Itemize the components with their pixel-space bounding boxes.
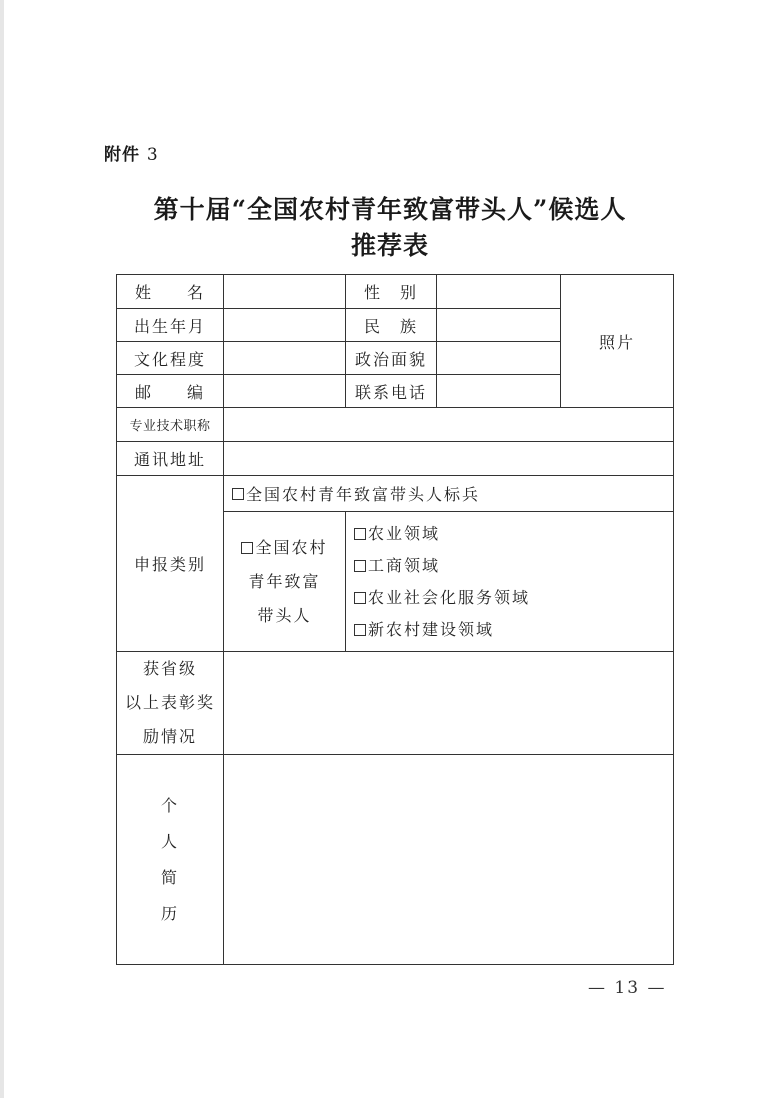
education-label: 文化程度 xyxy=(117,342,224,375)
birth-label: 出生年月 xyxy=(117,309,224,342)
postcode-field[interactable] xyxy=(224,375,346,408)
birth-field[interactable] xyxy=(224,309,346,342)
photo-box[interactable] xyxy=(561,275,674,408)
category-top-option[interactable] xyxy=(224,476,674,512)
field-option-services[interactable]: 农业社会化服务领域 xyxy=(346,582,673,614)
postcode-label: 邮 编 xyxy=(117,375,224,408)
resume-field[interactable] xyxy=(224,755,674,965)
name-label: 姓 名 xyxy=(117,275,224,309)
field-option-new-village[interactable]: 新农村建设领域 xyxy=(346,614,673,646)
professional-title-label: 专业技术职称 xyxy=(117,408,224,442)
professional-title-field[interactable] xyxy=(224,408,674,442)
category-sub-option[interactable] xyxy=(224,512,346,652)
field-options xyxy=(346,512,674,652)
awards-label: 获省级 以上表彰奖 励情况 xyxy=(117,652,224,755)
category-sub-line: 带头人 xyxy=(257,605,312,625)
recommendation-form xyxy=(116,274,674,965)
ethnicity-field[interactable] xyxy=(437,309,561,342)
checkbox-icon[interactable] xyxy=(354,624,366,636)
attachment-text: 附件 xyxy=(104,145,140,165)
education-field[interactable] xyxy=(224,342,346,375)
phone-label: 联系电话 xyxy=(346,375,437,408)
attachment-number: 3 xyxy=(146,145,159,165)
political-field[interactable] xyxy=(437,342,561,375)
resume-label: 个 人 简 历 xyxy=(117,755,224,965)
photo-label: 照片 xyxy=(598,332,635,352)
category-top-option-text: 全国农村青年致富带头人标兵 xyxy=(246,485,481,504)
political-label: 政治面貌 xyxy=(346,342,437,375)
gender-field[interactable] xyxy=(437,275,561,309)
scan-edge xyxy=(0,0,4,1098)
attachment-label xyxy=(104,140,159,165)
category-sub-line: 全国农村 xyxy=(224,531,345,565)
awards-field[interactable] xyxy=(224,652,674,755)
gender-label: 性 别 xyxy=(346,275,437,309)
checkbox-icon[interactable] xyxy=(354,528,366,540)
checkbox-icon[interactable] xyxy=(354,592,366,604)
address-field[interactable] xyxy=(224,442,674,476)
phone-field[interactable] xyxy=(437,375,561,408)
address-label: 通讯地址 xyxy=(117,442,224,476)
category-sub-line: 青年致富 xyxy=(248,571,321,591)
ethnicity-label: 民 族 xyxy=(346,309,437,342)
checkbox-icon[interactable] xyxy=(354,560,366,572)
checkbox-icon[interactable] xyxy=(241,542,253,554)
page-title-line2: 推荐表 xyxy=(350,231,429,260)
page-number: — 13 — xyxy=(588,978,667,998)
category-label: 申报类别 xyxy=(117,476,224,652)
checkbox-icon[interactable] xyxy=(232,488,244,500)
field-option-industry[interactable]: 工商领域 xyxy=(346,550,673,582)
field-option-agriculture[interactable]: 农业领域 xyxy=(346,518,673,550)
name-field[interactable] xyxy=(224,275,346,309)
page-title-line1: 第十届“全国农村青年致富带头人”候选人 xyxy=(153,195,627,224)
